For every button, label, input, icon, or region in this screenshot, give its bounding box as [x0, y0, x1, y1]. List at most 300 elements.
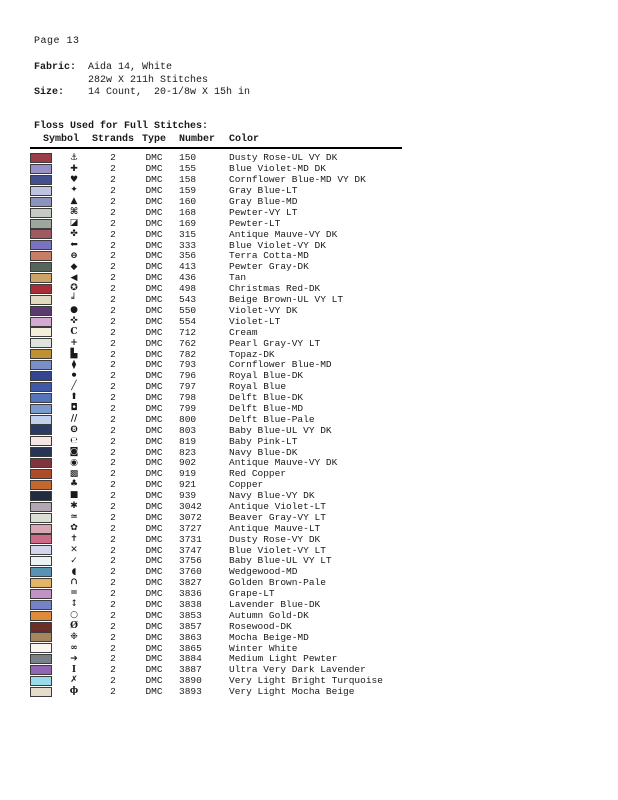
floss-type: DMC [145, 206, 163, 218]
floss-number: 436 [179, 272, 197, 284]
floss-row [30, 207, 402, 218]
floss-row [30, 643, 402, 654]
color-name: Cornflower Blue-MD [229, 359, 332, 371]
floss-number: 712 [179, 326, 197, 338]
floss-row [30, 305, 402, 316]
color-name: Delft Blue-DK [229, 392, 304, 404]
strands-value: 2 [110, 326, 116, 338]
floss-type: DMC [145, 631, 163, 643]
strands-value: 2 [110, 359, 116, 371]
strands-value: 2 [110, 196, 116, 208]
color-name: Delft Blue-MD [229, 402, 304, 414]
floss-number: 3072 [179, 511, 202, 523]
stitch-symbol: ∩ [70, 577, 78, 588]
color-swatch [30, 480, 52, 490]
stitch-symbol: ◖ [71, 566, 77, 577]
color-name: Gray Blue-MD [229, 196, 298, 208]
strands-value: 2 [110, 239, 116, 251]
floss-type: DMC [145, 642, 163, 654]
strands-value: 2 [110, 435, 116, 447]
floss-type: DMC [145, 653, 163, 665]
color-swatch [30, 360, 52, 370]
color-name: Delft Blue-Pale [229, 413, 315, 425]
size-value: 14 Count, 20-1/8w X 15h in [88, 87, 251, 99]
floss-row [30, 610, 402, 621]
strands-value: 2 [110, 598, 116, 610]
floss-row [30, 654, 402, 665]
floss-number: 823 [179, 446, 197, 458]
floss-row [30, 251, 402, 262]
floss-row [30, 338, 402, 349]
color-swatch [30, 622, 52, 632]
floss-row [30, 403, 402, 414]
strands-value: 2 [110, 620, 116, 632]
floss-number: 155 [179, 163, 197, 175]
color-name: Dusty Rose-UL VY DK [229, 152, 338, 164]
color-name: Wedgewood-MD [229, 566, 298, 578]
stitch-symbol: ⧫ [71, 359, 77, 370]
floss-type: DMC [145, 337, 163, 349]
floss-row [30, 392, 402, 403]
color-swatch [30, 687, 52, 697]
page-number: Page 13 [34, 36, 80, 47]
floss-type: DMC [145, 239, 163, 251]
color-swatch [30, 632, 52, 642]
fabric-value: Aida 14, White [88, 62, 173, 73]
floss-number: 797 [179, 381, 197, 393]
floss-number: 902 [179, 457, 197, 469]
stitch-symbol: ✗ [70, 675, 78, 686]
floss-type: DMC [145, 381, 163, 393]
color-name: Pewter-LT [229, 217, 281, 229]
floss-row [30, 588, 402, 599]
stitch-symbol: + [70, 337, 78, 348]
stitch-symbol: ○ [70, 610, 78, 621]
color-swatch [30, 338, 52, 348]
color-name: Pewter-VY LT [229, 206, 298, 218]
floss-row [30, 381, 402, 392]
stitch-symbol: ◉ [70, 457, 78, 468]
color-name: Red Copper [229, 468, 287, 480]
stitch-symbol: ϕ [69, 686, 79, 697]
strands-value: 2 [110, 446, 116, 458]
fabric-line [34, 62, 618, 75]
color-swatch [30, 349, 52, 359]
floss-number: 796 [179, 370, 197, 382]
color-swatch [30, 229, 52, 239]
stitch-symbol: ◙ [69, 446, 79, 457]
floss-type: DMC [145, 675, 163, 687]
stitch-symbol: ▲ [70, 196, 78, 207]
stitch-symbol: ⊖ [70, 250, 78, 261]
floss-number: 800 [179, 413, 197, 425]
col-header-number: Number [174, 134, 222, 148]
floss-type: DMC [145, 533, 163, 545]
strands-value: 2 [110, 457, 116, 469]
color-swatch [30, 447, 52, 457]
strands-value: 2 [110, 555, 116, 567]
floss-type: DMC [145, 392, 163, 404]
floss-number: 803 [179, 424, 197, 436]
strands-value: 2 [110, 468, 116, 480]
floss-row [30, 523, 402, 534]
color-name: Blue Violet-VY LT [229, 544, 326, 556]
floss-row [30, 621, 402, 632]
color-name: Violet-LT [229, 315, 281, 327]
floss-number: 3747 [179, 544, 202, 556]
size-label: Size: [34, 87, 65, 99]
color-swatch [30, 382, 52, 392]
floss-table [30, 134, 402, 698]
stitch-symbol: ✱ [70, 501, 78, 512]
color-name: Very Light Mocha Beige [229, 686, 355, 698]
strands-value: 2 [110, 304, 116, 316]
strands-value: 2 [110, 402, 116, 414]
floss-type: DMC [145, 609, 163, 621]
color-name: Antique Mauve-VY DK [229, 457, 338, 469]
strands-value: 2 [110, 152, 116, 164]
strands-value: 2 [110, 577, 116, 589]
color-name: Baby Blue-UL VY DK [229, 424, 332, 436]
color-name: Beaver Gray-VY LT [229, 511, 326, 523]
floss-number: 939 [179, 490, 197, 502]
color-swatch [30, 153, 52, 163]
floss-row [30, 458, 402, 469]
floss-type: DMC [145, 152, 163, 164]
color-swatch [30, 164, 52, 174]
color-swatch [30, 371, 52, 381]
color-swatch [30, 208, 52, 218]
color-name: Tan [229, 272, 247, 284]
floss-number: 3865 [179, 642, 202, 654]
floss-row [30, 327, 402, 338]
strands-value: 2 [110, 163, 116, 175]
color-name: Royal Blue [229, 381, 287, 393]
stitch-symbol: ✝ [70, 533, 78, 544]
strands-value: 2 [110, 686, 116, 698]
stitch-symbol: ↕ [70, 599, 78, 610]
floss-type: DMC [145, 566, 163, 578]
strands-value: 2 [110, 228, 116, 240]
floss-row [30, 469, 402, 480]
color-swatch [30, 273, 52, 283]
floss-number: 3857 [179, 620, 202, 632]
floss-number: 3863 [179, 631, 202, 643]
floss-row [30, 665, 402, 676]
strands-value: 2 [110, 370, 116, 382]
floss-type: DMC [145, 185, 163, 197]
col-header-color: Color [222, 134, 402, 148]
strands-value: 2 [110, 566, 116, 578]
color-swatch [30, 556, 52, 566]
color-name: Antique Violet-LT [229, 500, 326, 512]
color-swatch [30, 295, 52, 305]
floss-row [30, 414, 402, 425]
strands-value: 2 [110, 294, 116, 306]
floss-type: DMC [145, 457, 163, 469]
strands-value: 2 [110, 206, 116, 218]
floss-row [30, 686, 402, 697]
col-header-type: Type [134, 134, 174, 148]
floss-number: 762 [179, 337, 197, 349]
color-swatch [30, 415, 52, 425]
floss-type: DMC [145, 294, 163, 306]
strands-value: 2 [110, 424, 116, 436]
floss-number: 550 [179, 304, 197, 316]
strands-value: 2 [110, 588, 116, 600]
stitch-symbol: ❽ [70, 424, 78, 435]
floss-row [30, 545, 402, 556]
color-swatch [30, 262, 52, 272]
stitch-symbol: ➔ [70, 653, 78, 664]
floss-row [30, 262, 402, 273]
floss-row [30, 534, 402, 545]
strands-value: 2 [110, 283, 116, 295]
floss-type: DMC [145, 196, 163, 208]
floss-row [30, 371, 402, 382]
floss-type: DMC [145, 479, 163, 491]
color-swatch [30, 567, 52, 577]
color-name: Antique Mauve-VY DK [229, 228, 338, 240]
color-name: Cream [229, 326, 258, 338]
stitch-symbol: ● [70, 305, 78, 316]
strands-value: 2 [110, 261, 116, 273]
floss-type: DMC [145, 228, 163, 240]
stitch-symbol: ✕ [70, 544, 78, 555]
floss-number: 554 [179, 315, 197, 327]
color-name: Baby Pink-LT [229, 435, 298, 447]
floss-number: 3853 [179, 609, 202, 621]
floss-type: DMC [145, 283, 163, 295]
floss-row [30, 599, 402, 610]
floss-type: DMC [145, 577, 163, 589]
stitch-symbol: ◪ [69, 218, 79, 229]
color-swatch [30, 425, 52, 435]
floss-row [30, 283, 402, 294]
floss-type: DMC [145, 315, 163, 327]
strands-value: 2 [110, 511, 116, 523]
floss-type: DMC [145, 359, 163, 371]
floss-type: DMC [145, 370, 163, 382]
floss-row [30, 447, 402, 458]
color-name: Rosewood-DK [229, 620, 292, 632]
color-swatch [30, 513, 52, 523]
floss-row [30, 632, 402, 643]
stitch-symbol: = [70, 588, 78, 599]
strands-value: 2 [110, 522, 116, 534]
color-swatch [30, 589, 52, 599]
floss-table-header-row [30, 134, 402, 148]
color-name: Beige Brown-UL VY LT [229, 294, 344, 306]
floss-type: DMC [145, 664, 163, 676]
floss-number: 3890 [179, 675, 202, 687]
floss-type: DMC [145, 272, 163, 284]
color-swatch [30, 534, 52, 544]
strands-value: 2 [110, 381, 116, 393]
strands-value: 2 [110, 315, 116, 327]
color-name: Lavender Blue-DK [229, 598, 321, 610]
color-name: Dusty Rose-VY DK [229, 533, 321, 545]
stitch-symbol: ℮ [70, 435, 78, 446]
stitch-symbol: ⚓ [69, 152, 79, 163]
floss-number: 3893 [179, 686, 202, 698]
strands-value: 2 [110, 490, 116, 502]
floss-row [30, 436, 402, 447]
color-swatch [30, 665, 52, 675]
color-swatch [30, 600, 52, 610]
floss-number: 543 [179, 294, 197, 306]
stitch-symbol: C [70, 326, 78, 337]
floss-number: 3760 [179, 566, 202, 578]
floss-section-title: Floss Used for Full Stitches: [34, 120, 209, 132]
stitch-symbol: ◀ [70, 272, 78, 283]
stitch-symbol: ∞ [70, 642, 78, 653]
color-name: Cornflower Blue-MD VY DK [229, 174, 366, 186]
stitch-symbol: ■ [69, 490, 79, 501]
floss-type: DMC [145, 446, 163, 458]
strands-value: 2 [110, 272, 116, 284]
color-name: Grape-LT [229, 588, 275, 600]
floss-row [30, 240, 402, 251]
color-swatch [30, 317, 52, 327]
color-name: Baby Blue-UL VY LT [229, 555, 332, 567]
floss-row [30, 185, 402, 196]
floss-type: DMC [145, 555, 163, 567]
floss-row [30, 360, 402, 371]
color-name: Very Light Bright Turquoise [229, 675, 383, 687]
color-swatch [30, 251, 52, 261]
stitch-symbol: ✦ [70, 185, 78, 196]
color-swatch [30, 240, 52, 250]
floss-number: 3727 [179, 522, 202, 534]
stitch-symbol: I [71, 664, 77, 675]
color-swatch [30, 306, 52, 316]
floss-type: DMC [145, 348, 163, 360]
floss-number: 3042 [179, 500, 202, 512]
floss-row [30, 273, 402, 284]
floss-number: 3756 [179, 555, 202, 567]
floss-row [30, 164, 402, 175]
strands-value: 2 [110, 185, 116, 197]
stitch-symbol: ≃ [70, 512, 78, 523]
color-swatch [30, 676, 52, 686]
floss-row [30, 501, 402, 512]
color-swatch [30, 643, 52, 653]
color-name: Navy Blue-DK [229, 446, 298, 458]
color-name: Violet-VY DK [229, 304, 298, 316]
color-swatch [30, 469, 52, 479]
color-swatch [30, 611, 52, 621]
floss-number: 793 [179, 359, 197, 371]
floss-row [30, 316, 402, 327]
floss-number: 3838 [179, 598, 202, 610]
floss-row [30, 490, 402, 501]
fabric-label: Fabric: [34, 62, 77, 73]
floss-row [30, 676, 402, 687]
strands-value: 2 [110, 337, 116, 349]
floss-type: DMC [145, 598, 163, 610]
floss-type: DMC [145, 217, 163, 229]
color-name: Copper [229, 479, 264, 491]
color-name: Terra Cotta-MD [229, 250, 309, 262]
floss-number: 782 [179, 348, 197, 360]
floss-number: 3836 [179, 588, 202, 600]
color-swatch [30, 186, 52, 196]
floss-type: DMC [145, 620, 163, 632]
floss-number: 159 [179, 185, 197, 197]
strands-value: 2 [110, 500, 116, 512]
floss-type: DMC [145, 544, 163, 556]
floss-number: 333 [179, 239, 197, 251]
floss-type: DMC [145, 500, 163, 512]
floss-number: 3884 [179, 653, 202, 665]
color-name: Mocha Beige-MD [229, 631, 309, 643]
color-swatch [30, 404, 52, 414]
stitch-symbol: ✓ [70, 555, 78, 566]
color-name: Royal Blue-DK [229, 370, 304, 382]
floss-row [30, 578, 402, 589]
color-name: Gray Blue-LT [229, 185, 298, 197]
floss-number: 150 [179, 152, 197, 164]
floss-number: 315 [179, 228, 197, 240]
floss-type: DMC [145, 402, 163, 414]
strands-value: 2 [110, 642, 116, 654]
color-name: Topaz-DK [229, 348, 275, 360]
fabric-stitches-line [34, 75, 618, 88]
floss-row [30, 148, 402, 164]
color-swatch [30, 654, 52, 664]
floss-row [30, 349, 402, 360]
stitch-symbol: ✤ [70, 228, 78, 239]
floss-row [30, 480, 402, 491]
floss-row [30, 512, 402, 523]
color-name: Golden Brown-Pale [229, 577, 326, 589]
color-swatch [30, 502, 52, 512]
floss-number: 819 [179, 435, 197, 447]
color-swatch [30, 197, 52, 207]
color-swatch [30, 545, 52, 555]
stitch-symbol: ♣ [69, 479, 79, 490]
floss-type: DMC [145, 163, 163, 175]
floss-number: 356 [179, 250, 197, 262]
stitch-symbol: ╛ [71, 294, 77, 305]
floss-number: 413 [179, 261, 197, 273]
color-swatch [30, 436, 52, 446]
fabric-stitches-value: 282w X 211h Stitches [88, 74, 209, 86]
color-name: Navy Blue-VY DK [229, 490, 315, 502]
floss-type: DMC [145, 174, 163, 186]
color-name: Winter White [229, 642, 298, 654]
color-name: Autumn Gold-DK [229, 609, 309, 621]
stitch-symbol: ⬆ [70, 392, 78, 403]
floss-number: 3731 [179, 533, 202, 545]
floss-type: DMC [145, 490, 163, 502]
color-name: Blue Violet-MD DK [229, 163, 326, 175]
strands-value: 2 [110, 664, 116, 676]
strands-value: 2 [110, 217, 116, 229]
strands-value: 2 [110, 609, 116, 621]
color-name: Ultra Very Dark Lavender [229, 664, 366, 676]
color-name: Christmas Red-DK [229, 283, 321, 295]
stitch-symbol: Ø [70, 621, 78, 632]
color-swatch [30, 284, 52, 294]
floss-number: 160 [179, 196, 197, 208]
stitch-symbol: ▩ [69, 468, 79, 479]
col-header-strands: Strands [92, 134, 134, 148]
strands-value: 2 [110, 392, 116, 404]
color-swatch [30, 327, 52, 337]
stitch-symbol: ⚫ [70, 370, 78, 381]
